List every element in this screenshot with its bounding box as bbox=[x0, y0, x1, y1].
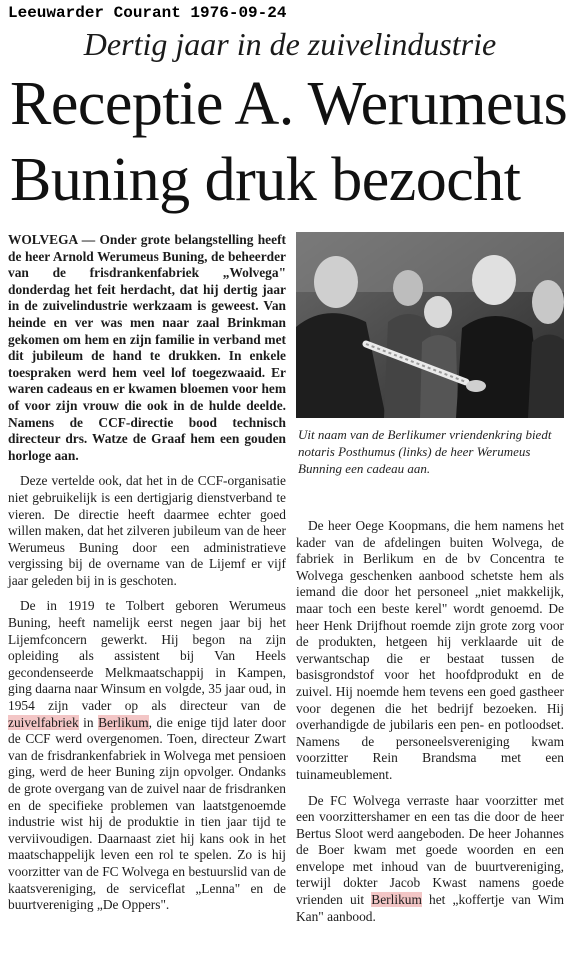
paragraph-3-in: in bbox=[83, 714, 94, 730]
paragraph-3-text-b: , die enige tijd later door de CCF werd overgenomen. Toen, directeur Zwart van de frisdrankenfabriek in Wolvega met pensioen ging, werd de heer Buning zijn opvolger. Ondanks de grote overgang van de zuivel naar de frisdranken en de specifieke problemen van laatstgenoemde industrie wist hij de produktie in tien jaar tijd te verviivoudigen. Daarnaast ziet hij kans ook in het maatschappelijk leven een rol te spelen. Zo is hij voorzitter van de FC Wolvega en bestuurslid van de kaatsvereniging, de serviceflat „Lenna" en de buurtvereniging „De Oppers". bbox=[8, 714, 286, 913]
lead-text: Onder grote belangstelling heeft de heer Arnold Werumeus Buning, de beheerder van de frisdrankenfabriek „Wolvega" donderdag het feit herdacht, dat hij dertig jaar in de zuivelindustrie werkzaam is geweest. Van heinde en ver was men naar zaal Brinkman gekomen om hem en zijn familie in verband met dit jubileum de hand te drukken. In enkele toespraken werd hem veel lof toegezwaaid. Er waren cadeaus en er kwamen bloemen voor hem of voor zijn vrouw die ook in de hulde deelde. Namens de CCF-directie bood technisch directeur drs. Watze de Graaf hem een gouden horloge aan. bbox=[8, 232, 286, 463]
paragraph-2: Deze vertelde ook, dat het in de CCF-organisatie niet gebruikelijk is een dertigjarig dienstverband te vieren. De directie heeft daarmee echter goed willen maken, dat het zilveren jubileum van de heer Werumeus Buning door een administratieve vergissing bij de overname van de Lijemf er vijf jaar geleden bij in is geschoten. bbox=[8, 473, 286, 588]
lead-paragraph bbox=[8, 232, 286, 464]
news-photo bbox=[296, 232, 564, 418]
headline-line-2: Buning druk bezocht bbox=[10, 146, 521, 214]
paragraph-5 bbox=[296, 793, 564, 926]
newspaper-source: Leeuwarder Courant 1976-09-24 bbox=[8, 4, 287, 22]
article-column-left bbox=[8, 232, 286, 923]
headline-line-1: Receptie A. Werumeus bbox=[10, 70, 568, 138]
headline bbox=[10, 66, 570, 218]
kicker: Dertig jaar in de zuivelindustrie bbox=[83, 26, 497, 62]
dateline: WOLVEGA — bbox=[8, 232, 96, 247]
paragraph-3-text-a: De in 1919 te Tolbert geboren Werumeus Buning, heeft namelijk eerst negen jaar bij het Lijemfconcern gewerkt. Hij begon na zijn opleiding als assistent bij Van Heels gecondenseerde Melkmaatschappij in Kampen, ging daarna naar Winsum en volgde, 35 jaar oud, in 1954 zijn vader op als directeur van de bbox=[8, 598, 286, 714]
paragraph-5-text-a: De FC Wolvega verraste haar voorzitter met een voorzittershamer en een tas die door de heer Bertus Sloot werd aangeboden. De heer Johannes de Boer kwam met goede woorden en een envelope met inhoud van de buurtvereniging, terwijl dokter Jacob Kwast namens goede vrienden uit bbox=[296, 792, 564, 908]
highlight-berlikum-1: Berlikum bbox=[98, 714, 149, 730]
highlight-zuivelfabriek: zuivelfabriek bbox=[8, 714, 79, 730]
article-column-right bbox=[296, 518, 564, 934]
paragraph-5-text-b: het „koffertje van Wim Kan" aanbood. bbox=[296, 892, 564, 924]
highlight-berlikum-2: Berlikum bbox=[371, 892, 422, 908]
photo-image bbox=[296, 232, 564, 418]
paragraph-3 bbox=[8, 598, 286, 913]
paragraph-4: De heer Oege Koopmans, die hem namens het kader van de afdelingen buiten Wolvega, de fabriek in Berlikum en de bv Concentra te Wolvega geschenken aanbood schetste hem als iemand die door het personeel „niet makkelijk, maar toch een beste kerel" wordt genoemd. De heer Henk Drijfhout roemde zijn grote zorg voor de produkten, hetgeen hij verklaarde uit de verwantschap die er bestaat tussen de basisgrondstof voor het hoofdprodukt en de zuivel. Hij noemde hem tevens een goed gastheer voor degenen die het bedrijf bezoeken. Hij overhandigde de jubilaris een pen- en potloodset. Namens de personeelsvereniging kwam voorzitter Rein Brandsma met een tuinameublement. bbox=[296, 518, 564, 782]
photo-caption: Uit naam van de Berlikumer vriendenkring biedt notaris Posthumus (links) de heer Werumeus Bunning een cadeau aan. bbox=[298, 427, 552, 476]
